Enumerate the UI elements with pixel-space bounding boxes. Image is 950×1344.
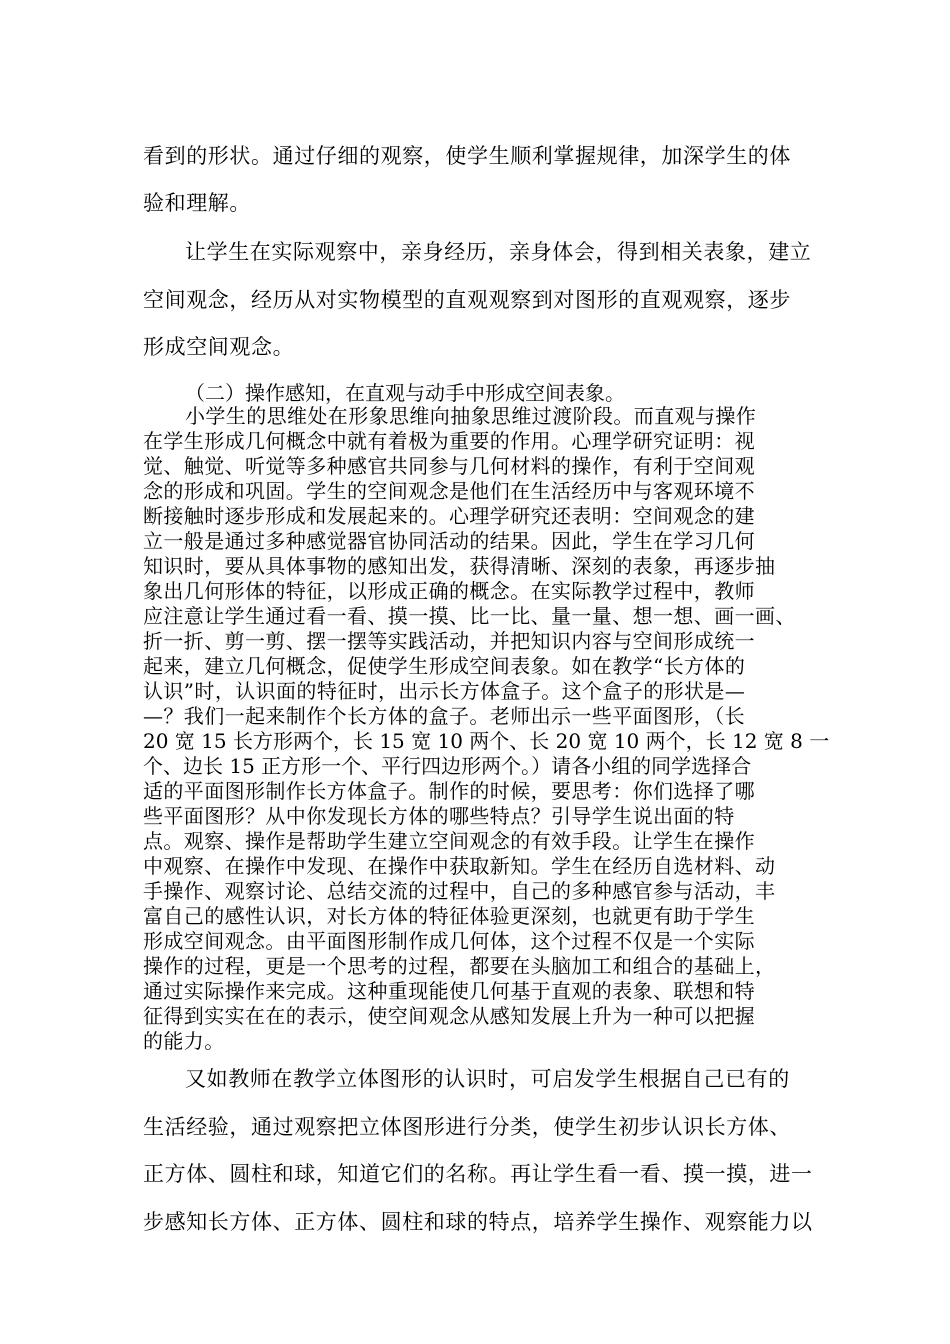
paragraph-line: 20 宽 15 长方形两个，长 15 宽 10 两个、长 20 宽 10 两个，长 12 宽 8 一 — [143, 729, 830, 753]
paragraph-line: 认识”时，认识面的特征时，出示长方体盒子。这个盒子的形状是— — [143, 679, 746, 703]
paragraph-line: 小学生的思维处在形象思维向抽象思维过渡阶段。而直观与操作 — [185, 404, 757, 428]
paragraph-line: 适的平面图形制作长方体盒子。制作的时候，要思考：你们选择了哪 — [143, 779, 755, 803]
paragraph-line: 知识时，要从具体事物的感知出发，获得清晰、深刻的表象，再逐步抽 — [143, 554, 776, 578]
paragraph-line: 立一般是通过多种感觉器官协同活动的结果。因此，学生在学习几何 — [143, 529, 755, 553]
paragraph-line: 些平面图形？从中你发现长方体的哪些特点？引导学生说出面的特 — [143, 804, 735, 828]
paragraph-line: 空间观念，经历从对实物模型的直观观察到对图形的直观观察，逐步 — [143, 288, 791, 312]
paragraph-line: 觉、触觉、听觉等多种感官共同参与几何材料的操作，有利于空间观 — [143, 454, 755, 478]
paragraph-line: 象出几何形体的特征，以形成正确的概念。在实际教学过程中，教师 — [143, 579, 755, 603]
paragraph-line: 看到的形状。通过仔细的观察，使学生顺利掌握规律，加深学生的体 — [143, 144, 791, 168]
paragraph-line: 形成空间观念。由平面图形制作成几何体，这个过程不仅是一个实际 — [143, 929, 755, 953]
paragraph-line: 折一折、剪一剪、摆一摆等实践活动，并把知识内容与空间形成统一 — [143, 629, 755, 653]
paragraph-line: 的能力。 — [143, 1029, 225, 1053]
paragraph-line: 中观察、在操作中发现、在操作中获取新知。学生在经历自选材料、动 — [143, 854, 776, 878]
paragraph-line: 手操作、观察讨论、总结交流的过程中，自己的多种感官参与活动，丰 — [143, 879, 776, 903]
paragraph-line: 步感知长方体、正方体、圆柱和球的特点，培养学生操作、观察能力以 — [143, 1210, 813, 1234]
paragraph-line: 验和理解。 — [143, 191, 251, 215]
paragraph-line: 个、边长 15 正方形一个、平行四边形两个。）请各小组的同学选择合 — [143, 754, 752, 778]
paragraph-line: 形成空间观念。 — [143, 335, 295, 359]
section-heading: （二）操作感知，在直观与动手中形成空间表象。 — [185, 381, 625, 405]
paragraph-line: 正方体、圆柱和球，知道它们的名称。再让学生看一看、摸一摸，进一 — [143, 1162, 813, 1186]
paragraph-line: 断接触时逐步形成和发展起来的。心理学研究还表明：空间观念的建 — [143, 504, 755, 528]
paragraph-line: —？我们一起来制作个长方体的盒子。老师出示一些平面图形，（长 — [143, 704, 745, 728]
paragraph-line: 富自己的感性认识，对长方体的特征体验更深刻，也就更有助于学生 — [143, 904, 755, 928]
paragraph-line: 起来，建立几何概念，促使学生形成空间表象。如在教学“长方体的 — [143, 654, 746, 678]
paragraph-line: 征得到实实在在的表示，使空间观念从感知发展上升为一种可以把握 — [143, 1004, 755, 1028]
paragraph-line: 生活经验，通过观察把立体图形进行分类，使学生初步认识长方体、 — [143, 1115, 791, 1139]
paragraph-line: 通过实际操作来完成。这种重现能使几何基于直观的表象、联想和特 — [143, 979, 755, 1003]
paragraph-line: 在学生形成几何概念中就有着极为重要的作用。心理学研究证明：视 — [143, 429, 755, 453]
paragraph-line: 操作的过程，更是一个思考的过程，都要在头脑加工和组合的基础上， — [143, 954, 776, 978]
paragraph-line: 又如教师在教学立体图形的认识时，可启发学生根据自己已有的 — [185, 1067, 790, 1091]
paragraph-line: 念的形成和巩固。学生的空间观念是他们在生活经历中与客观环境不 — [143, 479, 755, 503]
paragraph-line: 应注意让学生通过看一看、摸一摸、比一比、量一量、想一想、画一画、 — [143, 604, 796, 628]
paragraph-line: 点。观察、操作是帮助学生建立空间观念的有效手段。让学生在操作 — [143, 829, 755, 853]
paragraph-line: 让学生在实际观察中，亲身经历，亲身体会，得到相关表象，建立 — [185, 240, 812, 264]
